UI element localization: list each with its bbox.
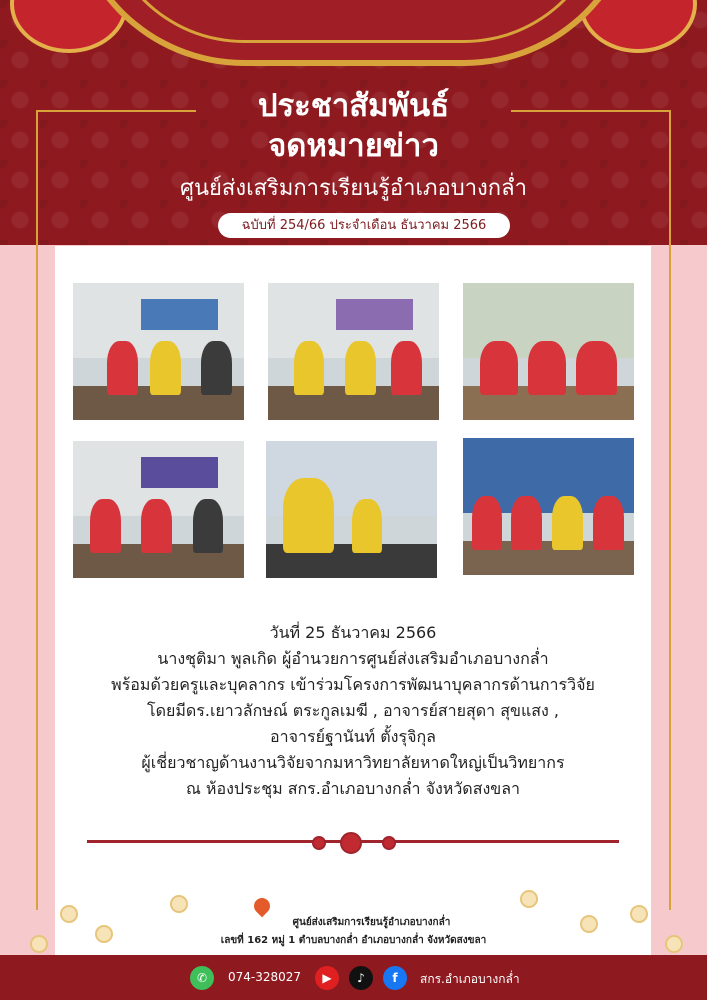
gold-frame-right [669,110,671,910]
flower-decoration [170,895,188,913]
tiktok-icon[interactable]: ♪ [349,966,373,990]
footer-org-name: ศูนย์ส่งเสริมการเรียนรู้อำเภอบางกล่ำ [292,917,451,928]
page-subtitle-newsletter: จดหมายข่าว [268,128,439,164]
photo-4 [73,441,244,578]
body-line-venue: ณ ห้องประชุม สกร.อำเภอบางกล่ำ จังหวัดสงขลา [185,779,520,798]
issue-badge: ฉบับที่ 254/66 ประจำเดือน ธันวาคม 2566 [218,213,510,238]
divider-ornament-small-right [382,836,396,850]
phone-icon[interactable]: ✆ [190,966,214,990]
body-line-experts: ผู้เชี่ยวชาญด้านงานวิจัยจากมหาวิทยาลัยหาดใหญ่เป็นวิทยากร [141,753,565,772]
photo-2 [268,283,439,420]
gold-frame-left [36,110,38,910]
body-line-speaker-2: อาจารย์ฐานันท์ ตั้งรุจิกุล [270,727,436,746]
footer-address: เลขที่ 162 หมู่ 1 ตำบลบางกล่ำ อำเภอบางกล่ำ จังหวัดสงขลา [220,935,487,946]
photo-6 [463,438,634,575]
body-line-participants: พร้อมด้วยครูและบุคลากร เข้าร่วมโครงการพัฒนาบุคลากรด้านการวิจัย [111,675,595,694]
photo-1 [73,283,244,420]
photo-5 [266,441,437,578]
page-title: ประชาสัมพันธ์ [257,88,450,124]
body-line-speakers: โดยมีดร.เยาวลักษณ์ ตระกูลเมฆี , อาจารย์สายสุดา สุขแสง , [146,701,559,720]
facebook-icon[interactable]: f [383,966,407,990]
youtube-icon[interactable]: ▶ [315,966,339,990]
body-line-director: นางชุติมา พูลเกิด ผู้อำนวยการศูนย์ส่งเสริมอำเภอบางกล่ำ [157,649,549,668]
facebook-page-name: สกร.อำเภอบางกล่ำ [420,972,520,986]
divider-ornament [340,832,362,854]
photo-3 [463,283,634,420]
divider-ornament-small-left [312,836,326,850]
organization-name: ศูนย์ส่งเสริมการเรียนรู้อำเภอบางกล่ำ [180,176,527,201]
body-line-date: วันที่ 25 ธันวาคม 2566 [269,623,437,642]
phone-number: 074-328027 [228,970,302,984]
flower-decoration [520,890,538,908]
